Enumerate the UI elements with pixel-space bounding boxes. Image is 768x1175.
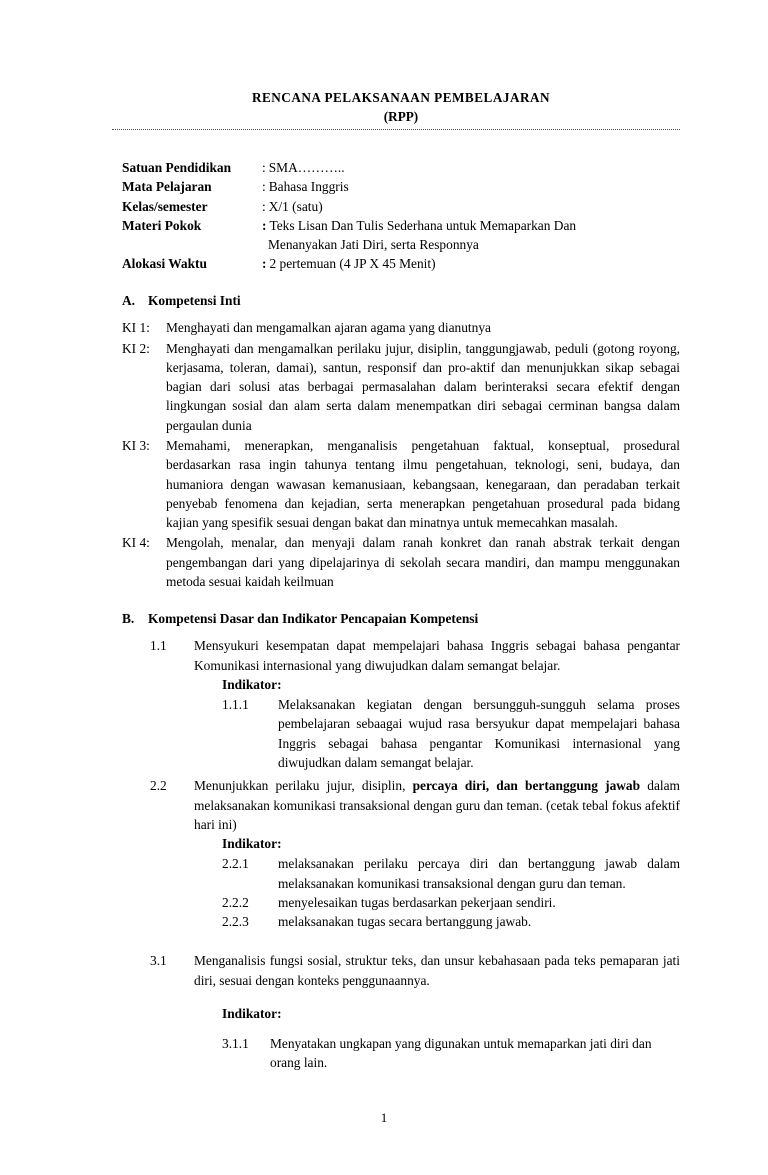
indicator-text: Melaksanakan kegiatan dengan bersungguh-sungguh selama proses pembelajaran sebaagai wujud rasa bersyukur dapat mempelajari bahasa Inggris sebagai bahasa pengantar Komunikasi internasional yang diwujudkan dalam semangat belajar. xyxy=(278,697,680,770)
indicator-2-2-3 xyxy=(222,912,680,931)
meta-separator: : xyxy=(262,198,266,214)
meta-text: 2 pertemuan (4 JP X 45 Menit) xyxy=(269,256,436,272)
meta-row-kelas-semester xyxy=(122,197,680,216)
meta-label: Kelas/semester xyxy=(122,198,208,214)
ki-item-4 xyxy=(122,533,680,591)
meta-text: Bahasa Inggris xyxy=(268,179,349,195)
kd-item-3-1 xyxy=(122,951,680,1072)
meta-label: Materi Pokok xyxy=(122,217,202,233)
meta-label: Satuan Pendidikan xyxy=(122,160,232,176)
ki-key: KI 4: xyxy=(122,535,150,551)
ki-item-3 xyxy=(122,436,680,532)
page-title: RENCANA PELAKSANAAN PEMBELAJARAN xyxy=(251,90,551,105)
page-number: 1 xyxy=(380,1110,388,1125)
kd-item-2-2 xyxy=(122,776,680,931)
ki-key: KI 2: xyxy=(122,340,150,356)
meta-row-materi-pokok xyxy=(122,216,680,235)
meta-value xyxy=(262,254,680,273)
ki-text: Memahami, menerapkan, menganalisis pengetahuan faktual, konseptual, prosedural berdasarkan rasa ingin tahunya tentang ilmu pengetahuan, teknologi, seni, budaya, dan humaniora dengan wawasan kemanusiaan, kebangsaan, kenegaraan, dan peradaban terkait penyebab fenomena dan kejadian, serta menerapkan pengetahuan prosedural pada bidang kajian yang spesifik sesuai dengan bakat dan minatnya untuk memecahkan masalah. xyxy=(166,437,680,531)
meta-text: Teks Lisan Dan Tulis Sederhana untuk Memaparkan Dan xyxy=(269,217,577,233)
indicator-1-1-1 xyxy=(222,695,680,772)
title-divider xyxy=(112,129,680,130)
ki-item-2 xyxy=(122,339,680,435)
spacer xyxy=(122,935,680,951)
indicator-text: menyelesaikan tugas berdasarkan pekerjaan sendiri. xyxy=(278,894,556,910)
meta-row-alokasi-waktu xyxy=(122,254,680,273)
indikator-label: Indikator: xyxy=(222,676,282,692)
kd-row xyxy=(150,951,680,990)
indikator-label: Indikator: xyxy=(222,836,282,852)
meta-separator: : xyxy=(262,160,266,176)
meta-value xyxy=(262,216,680,235)
section-heading-b xyxy=(122,611,680,627)
meta-separator: : xyxy=(262,179,266,195)
meta-separator: : xyxy=(262,256,267,272)
kd-text xyxy=(194,951,680,990)
indicator-text: Menyatakan ungkapan yang digunakan untuk memaparkan jati diri dan orang lain. xyxy=(270,1036,652,1071)
indicator-text: melaksanakan tugas secara bertanggung jawab. xyxy=(278,914,532,930)
kd-text xyxy=(194,636,680,675)
meta-label: Alokasi Waktu xyxy=(122,256,207,272)
indicator-number: 3.1.1 xyxy=(222,1036,249,1052)
document-meta xyxy=(122,158,680,273)
meta-separator: : xyxy=(262,217,267,233)
meta-row-mata-pelajaran xyxy=(122,177,680,196)
meta-value xyxy=(262,197,680,216)
ki-item-1 xyxy=(122,318,680,337)
kd-item-1-1 xyxy=(122,636,680,772)
meta-text: X/1 (satu) xyxy=(268,198,323,214)
indicator-text: melaksanakan perilaku percaya diri dan bertanggung jawab dalam melaksanakan komunikasi transaksional dengan guru dan teman. xyxy=(278,856,680,891)
indicator-2-2-2 xyxy=(222,893,680,912)
indicator-number: 2.2.2 xyxy=(222,894,249,910)
section-letter: A. xyxy=(122,293,136,309)
kd-number: 1.1 xyxy=(150,638,167,654)
meta-text: SMA……….. xyxy=(268,160,345,176)
kd-number: 3.1 xyxy=(150,953,167,969)
kd-text-plain: Menganalisis fungsi sosial, struktur teks, dan unsur kebahasaan pada teks pemaparan jati diri, sesuai dengan konteks penggunaannya. xyxy=(194,953,680,988)
kd-text-plain: Menunjukkan perilaku jujur, disiplin, xyxy=(194,778,413,794)
indikator-label: Indikator: xyxy=(222,1006,282,1022)
indicator-number: 1.1.1 xyxy=(222,697,249,713)
ki-text: Menghayati dan mengamalkan perilaku jujur, disiplin, tanggungjawab, peduli (gotong royong, kerjasama, toleran, damai), santun, responsif dan pro-aktif dan menunjukkan sikap sebagai bagian dari solusi atas berbagai permasalahan dalam berinteraksi secara efektif dengan lingkungan sosial dan alam serta dalam menempatkan diri sebagai cerminan bangsa dalam pergaulan dunia xyxy=(166,340,680,433)
section-letter: B. xyxy=(122,611,135,627)
document-content xyxy=(122,88,680,1077)
kd-number: 2.2 xyxy=(150,778,167,794)
indicator-3-1-1 xyxy=(222,1034,680,1073)
meta-value xyxy=(262,158,680,177)
kd-text xyxy=(194,776,680,834)
kd-text-plain: Mensyukuri kesempatan dapat mempelajari bahasa Inggris sebagai bahasa pengantar Komunikasi internasional yang diwujudkan dalam semangat belajar. xyxy=(194,638,680,673)
kd-row xyxy=(150,776,680,834)
indicator-number: 2.2.3 xyxy=(222,914,249,930)
section-title: Kompetensi Dasar dan Indikator Pencapaian Kompetensi xyxy=(148,611,479,627)
meta-row-satuan-pendidikan xyxy=(122,158,680,177)
ki-key: KI 1: xyxy=(122,320,150,336)
page-subtitle: (RPP) xyxy=(383,109,419,125)
meta-materi-pokok-continuation: Menanyakan Jati Diri, serta Responnya xyxy=(268,236,479,252)
section-title: Kompetensi Inti xyxy=(148,293,241,309)
kd-text-plain-tail: dalam melaksanakan komunikasi transaksional dengan guru dan teman. (cetak tebal fokus afektif hari ini) xyxy=(194,778,680,832)
indicator-number: 2.2.1 xyxy=(222,856,249,872)
meta-label: Mata Pelajaran xyxy=(122,179,212,195)
kd-text-emphasis: percaya diri, dan bertanggung jawab xyxy=(412,778,641,794)
kd-row xyxy=(150,636,680,675)
ki-text: Menghayati dan mengamalkan ajaran agama yang dianutnya xyxy=(166,320,491,336)
ki-text: Mengolah, menalar, dan menyaji dalam ranah konkret dan ranah abstrak terkait dengan pengembangan dari yang dipelajarinya di sekolah secara mandiri, dan mampu menggunakan metoda sesuai kaidah keilmuan xyxy=(166,535,680,590)
indicator-2-2-1 xyxy=(222,854,680,893)
ki-key: KI 3: xyxy=(122,437,150,453)
meta-value xyxy=(262,177,680,196)
section-heading-a xyxy=(122,293,680,309)
